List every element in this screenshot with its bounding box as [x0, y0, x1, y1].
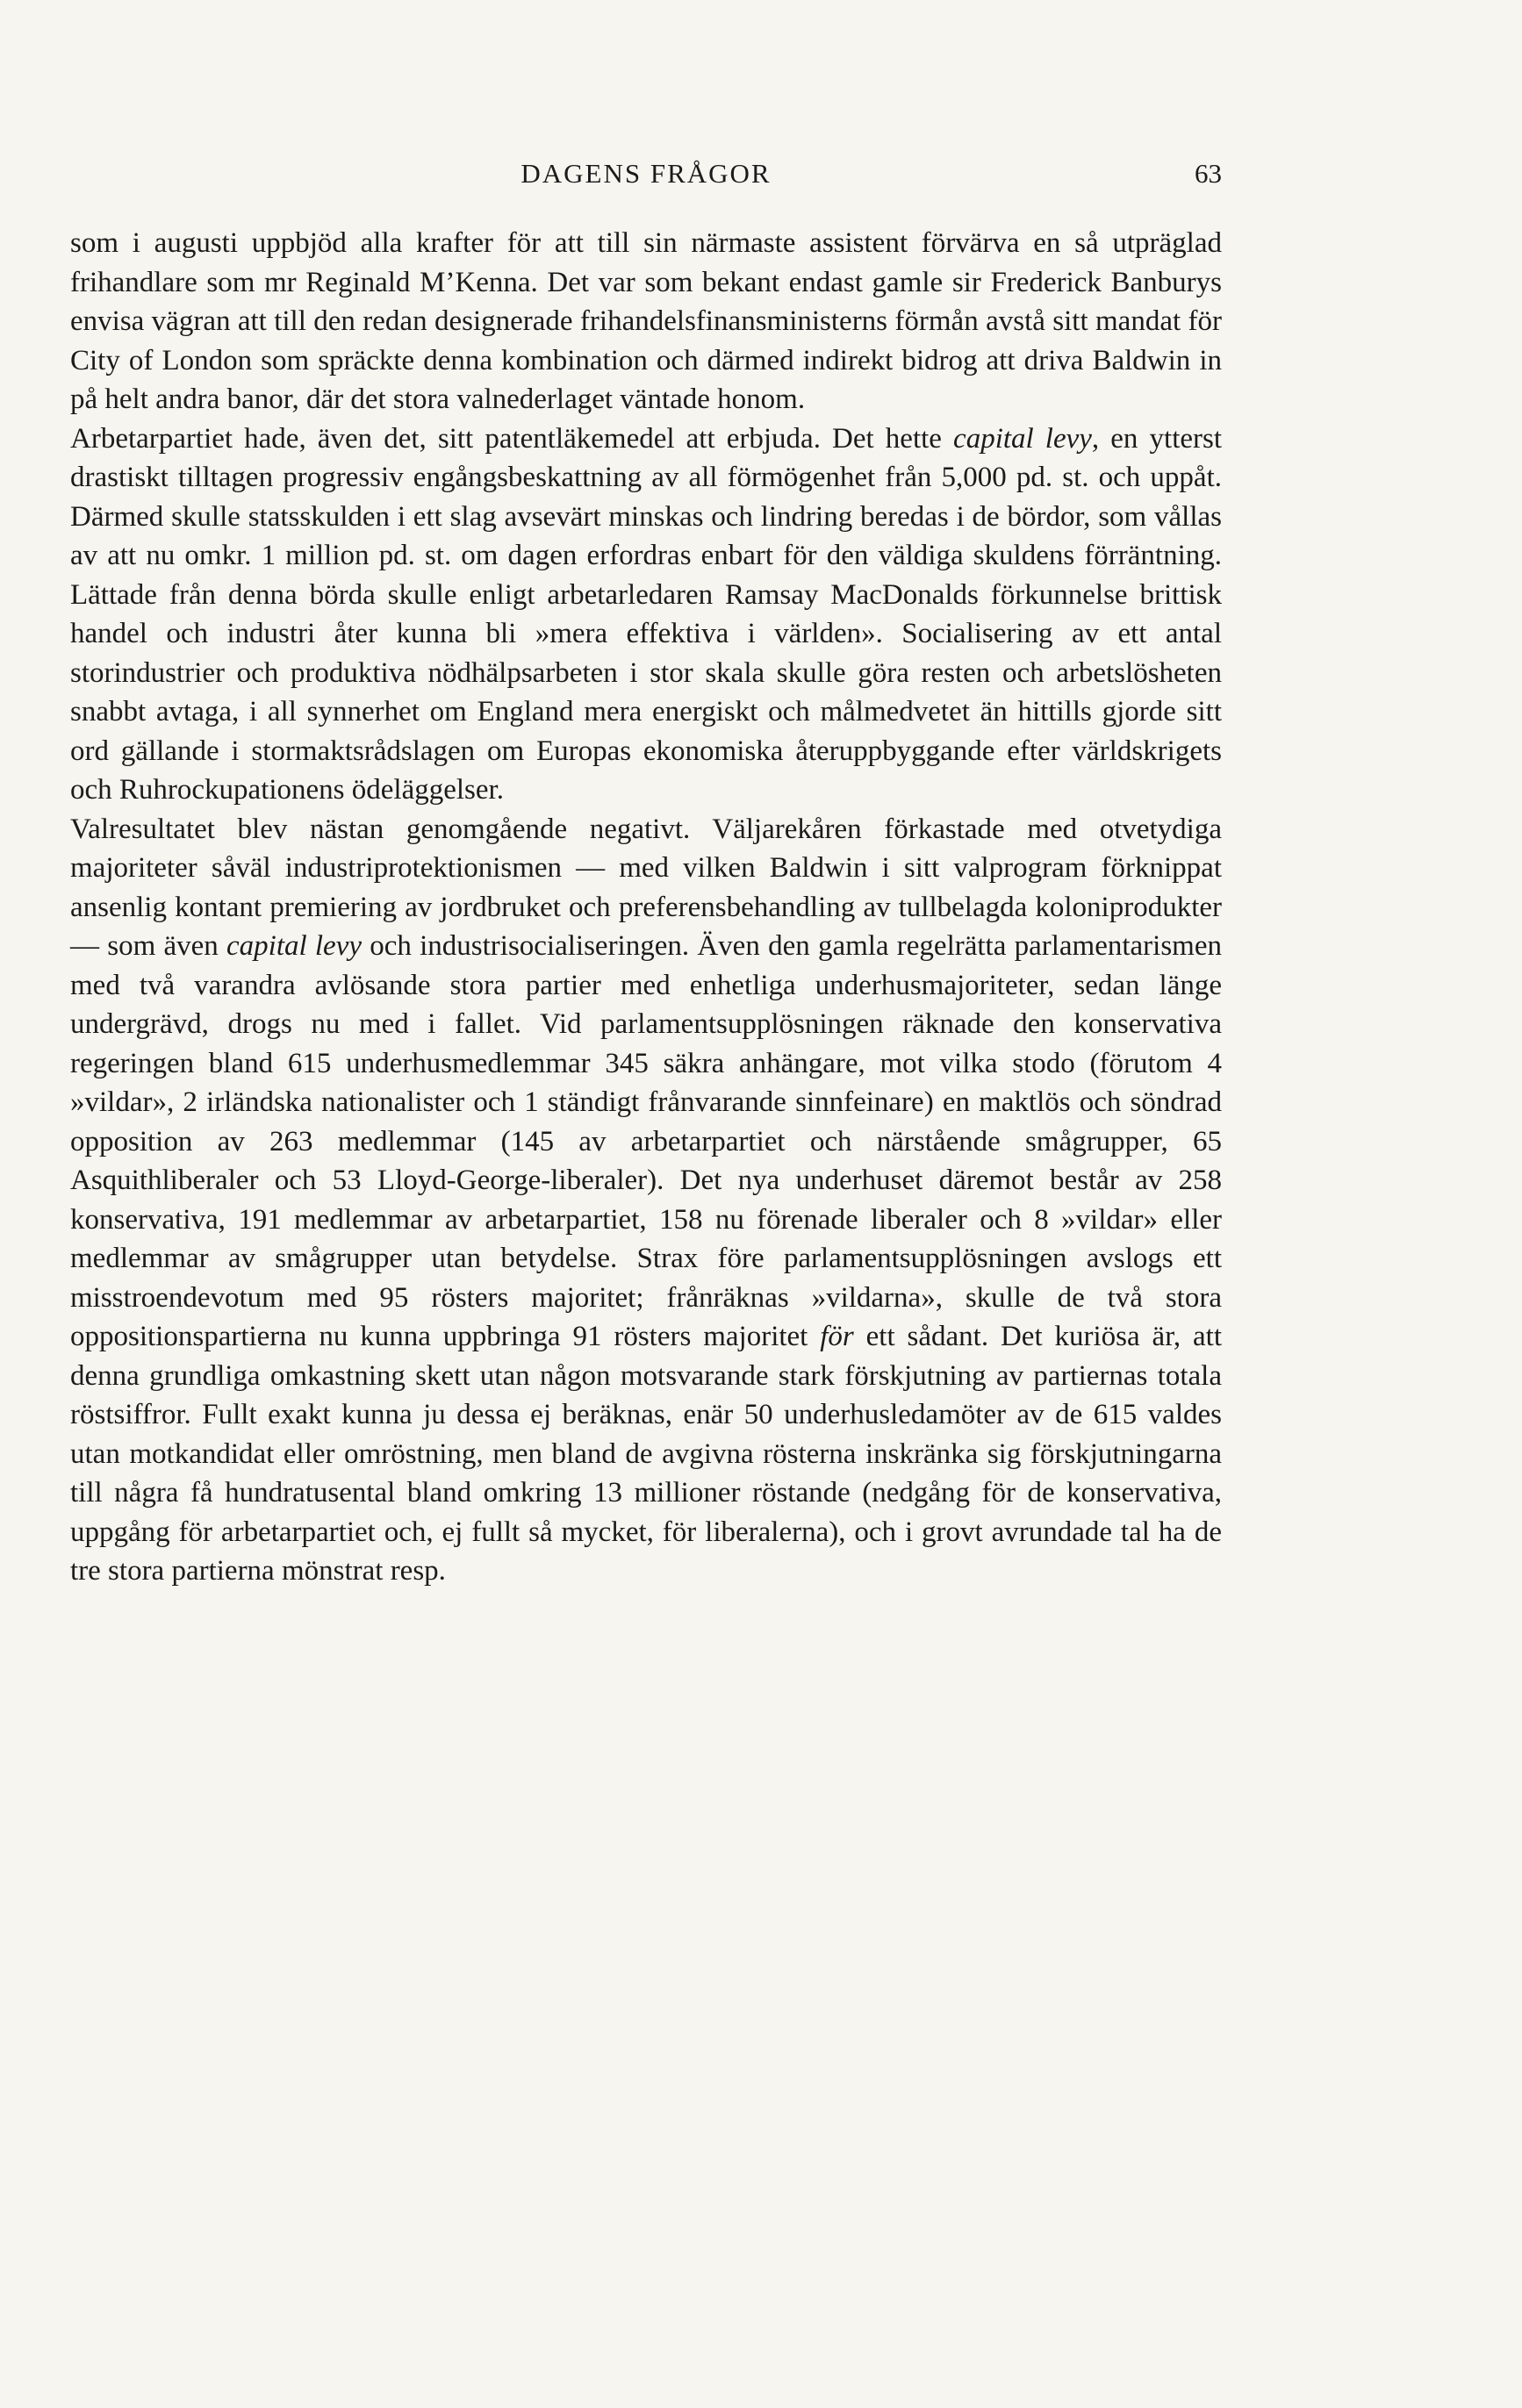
italic-term: capital levy: [953, 422, 1092, 455]
paragraph: [70, 810, 1222, 1591]
italic-term: för: [820, 1321, 854, 1352]
running-title: DAGENS FRÅGOR: [520, 158, 772, 189]
paragraph: [70, 224, 1222, 419]
text-segment: som i augusti uppbjöd alla krafter för att till sin närmaste assistent förvärva en så utpräglad frihandlare som mr Reginald M’Kenna. Det var som bekant endast gamle sir Frederick Banburys envisa vägran att till den redan designerade frihandelsfinansministerns förmån avstå sitt mandat för City of London som spräckte denna kombination och därmed indirekt bidrog att driva Baldwin in på helt andra banor, där det stora valnederlaget väntade honom.: [70, 227, 1222, 415]
text-segment: Arbetarpartiet hade, även det, sitt patentläkemedel att erbjuda. Det hette: [70, 422, 954, 455]
page-number: 63: [1195, 158, 1222, 189]
text-segment: , en ytterst drastiskt tilltagen progressiv engångsbeskattning av all förmögenhet från 5,000 pd. st. och uppåt. Därmed skulle statsskulden i ett slag avsevärt minskas och lindring beredas i de bördor, som vållas av att nu omkr. 1 million pd. st. om dagen erfordras enbart för den väldiga skuldens förräntning. Lättade från denna börda skulle enligt arbetarledaren Ramsay MacDonalds förkunnelse brittisk handel och industri åter kunna bli »mera effektiva i världen». Socialisering av ett antal storindustrier och produktiva nödhälpsarbeten i stor skala skulle göra resten och arbetslösheten snabbt avtaga, i all synnerhet om England mera energiskt och målmedvetet än hittills gjorde sitt ord gällande i stormaktsrådslagen om Europas ekonomiska återuppbyggande efter världskrigets och Ruhrockupationens ödeläggelser.: [70, 422, 1223, 806]
body-text: [70, 224, 1222, 1591]
text-segment: ett sådant. Det kuriösa är, att denna grundliga omkastning skett utan någon motsvarande stark förskjutning av partiernas totala röstsiffror. Fullt exakt kunna ju dessa ej beräknas, enär 50 underhusledamöter av de 615 valdes utan motkandidat eller omröstning, men bland de avgivna rösterna inskränka sig förskjutningarna till några få hundratusental bland omkring 13 millioner röstande (nedgång för de konservativa, uppgång för arbetarpartiet och, ej fullt så mycket, för liberalerna), och i grovt avrundade tal ha de tre stora partierna mönstrat resp.: [70, 1321, 1222, 1587]
text-segment: Valresultatet blev nästan genomgående negativt. Väljarekåren förkastade med otvetydiga majoriteter såväl industriprotektionismen — med vilken Baldwin i sitt valprogram förknippat ansenlig kontant premiering av jordbruket och preferensbehandling av tullbelagda koloniprodukter — som även: [70, 813, 1222, 962]
page-header: [70, 158, 1222, 202]
paragraph: [70, 419, 1222, 810]
text-segment: och industrisocialiseringen. Även den gamla regelrätta parlamentarismen med två varandra avlösande stora partier med enhetliga underhusmajoriteter, sedan länge undergrävd, drogs nu med i fallet. Vid parlamentsupplösningen räknade den konservativa regeringen bland 615 underhusmedlemmar 345 säkra anhängare, mot vilka stodo (förutom 4 »vildar», 2 irländska nationalister och 1 ständigt frånvarande sinnfeinare) en maktlös och söndrad opposition av 263 medlemmar (145 av arbetarpartiet och närstående smågrupper, 65 Asquithliberaler och 53 Lloyd-George-liberaler). Det nya underhuset däremot består av 258 konservativa, 191 medlemmar av arbetarpartiet, 158 nu förenade liberaler och 8 »vildar» eller medlemmar av smågrupper utan betydelse. Strax före parlamentsupplösningen avslogs ett misstroendevotum med 95 rösters majoritet; frånräknas »vildarna», skulle de två stora oppositionspartierna nu kunna uppbringa 91 rösters majoritet: [70, 930, 1222, 1352]
italic-term: capital levy: [226, 930, 362, 962]
